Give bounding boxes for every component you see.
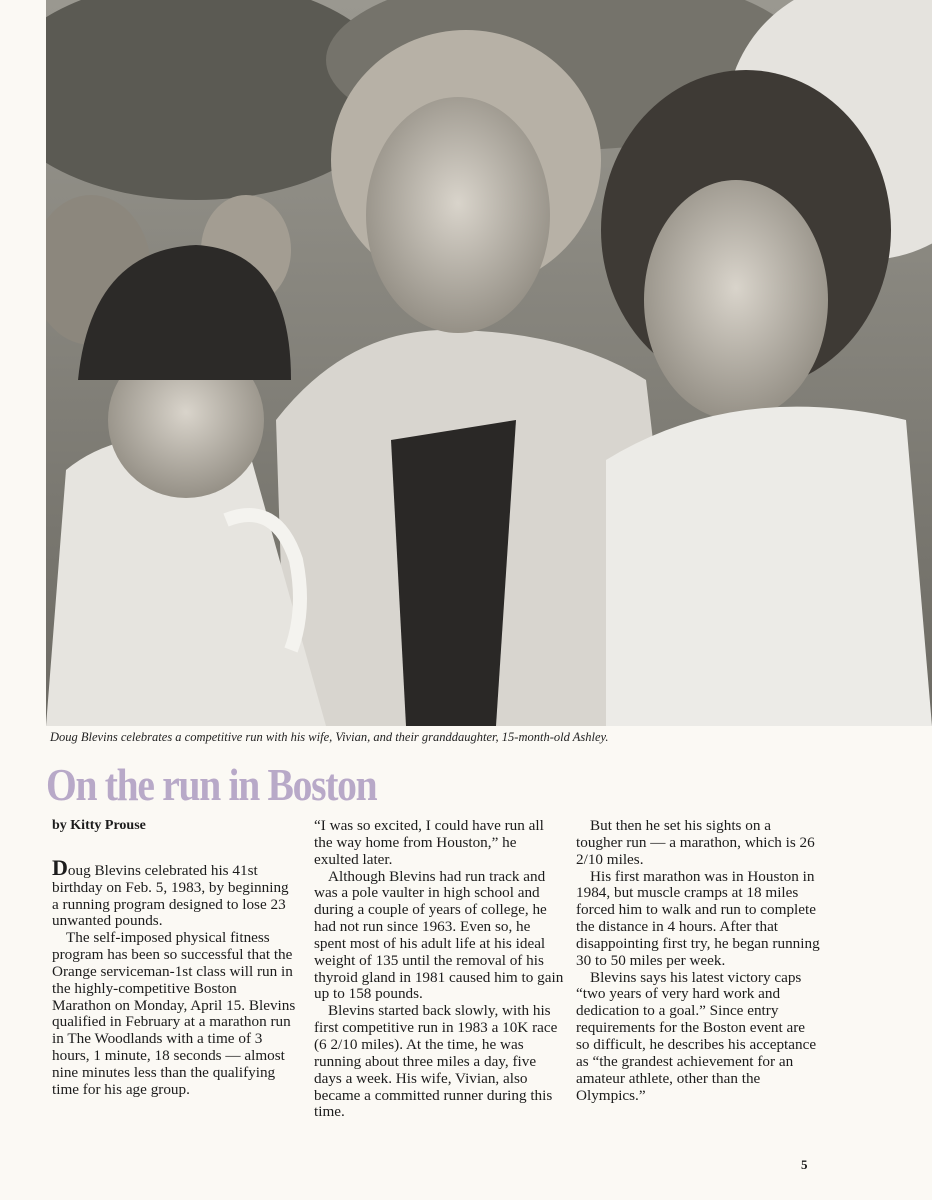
paragraph: Blevins says his latest victory caps “two years of very hard work and dedication to a goal.” Since entry requirements for the Boston event are so difficult, he describes his acceptance as “the grandest achievement for an amateur athlete, other than the Olympics.” [576, 968, 817, 1104]
paragraph: His first marathon was in Houston in 1984, but muscle cramps at 18 miles forced him to walk and run to complete the distance in 4 hours. After that disappointing first try, he began running 30 to 50 miles per week. [576, 867, 820, 969]
photo-caption: Doug Blevins celebrates a competitive run with his wife, Vivian, and their granddaughter, 15-month-old Ashley. [50, 730, 609, 744]
article-column-2 [314, 818, 564, 1121]
paragraph-text: oug Blevins celebrated his 41st birthday on Feb. 5, 1983, by beginning a running program designed to lose 23 unwanted pounds. [52, 861, 289, 930]
photo-image [46, 0, 932, 726]
paragraph: But then he set his sights on a tougher run — a marathon, which is 26 2/10 miles. [576, 817, 815, 868]
article-photo [46, 0, 932, 726]
page-number: 5 [801, 1157, 808, 1172]
paragraph: Blevins started back slowly, with his first competitive run in 1983 a 10K race (6 2/10 miles). At the time, he was running about three miles a day, five days a week. His wife, Vivian, also became a committed runner during this time. [314, 1002, 558, 1121]
article-headline: On the run in Boston [46, 759, 377, 810]
paragraph: “I was so excited, I could have run all the way home from Houston,” he exulted later. [314, 817, 544, 868]
paragraph: Although Blevins had run track and was a pole vaulter in high school and during a couple of years of college, he had not run since 1963. Even so, he spent most of his adult life at his ideal weight of 135 until the removal of his thyroid gland in 1981 caused him to gain up to 158 pounds. [314, 867, 564, 1003]
paragraph: The self-imposed physical fitness program has been so successful that the Orange serviceman-1st class will run in the highly-competitive Boston Marathon on Monday, April 15. Blevins qualified in February at a marathon run in The Woodlands with a time of 3 hours, 1 minute, 18 seconds — almost nine minutes less than the qualifying time for his age group. [52, 929, 296, 1098]
byline: by Kitty Prouse [52, 818, 146, 833]
paragraph [52, 854, 297, 930]
article-column-3 [576, 818, 821, 1104]
article-column-1 [52, 818, 297, 1099]
drop-cap: D [52, 854, 68, 880]
